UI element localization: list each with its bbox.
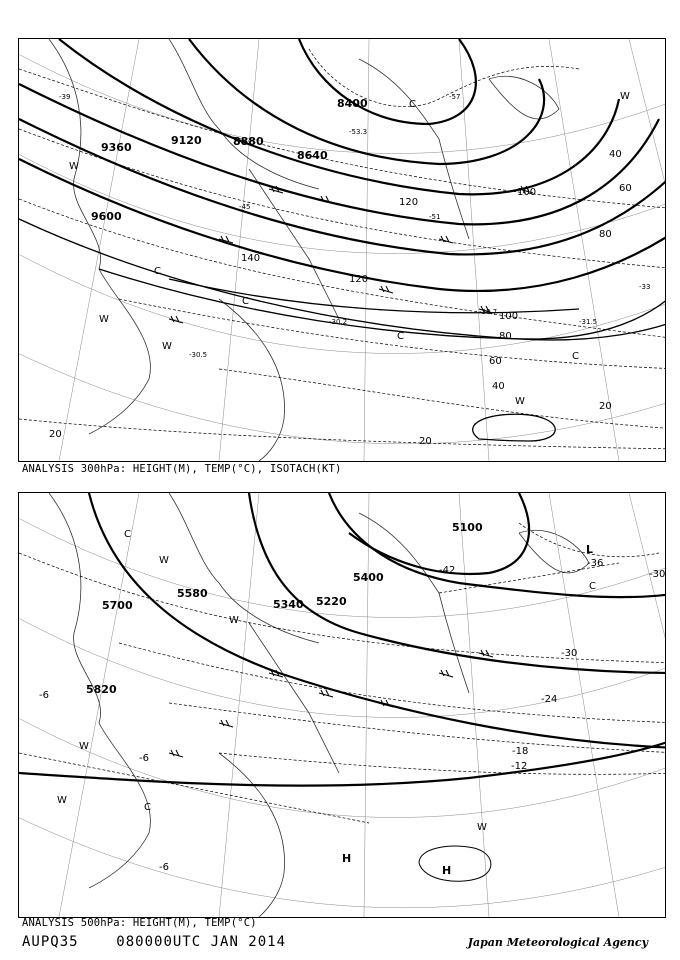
isotach-label: 100 (499, 311, 519, 322)
height-label: 5220 (316, 595, 347, 608)
isotach-label: 20 (599, 401, 612, 412)
height-labels (86, 521, 483, 696)
valid-time: 080000UTC JAN 2014 (116, 934, 287, 950)
wc-markers (57, 529, 596, 833)
isotach-label: 60 (489, 356, 502, 367)
cold-marker: C (124, 529, 131, 540)
cold-marker: C (572, 351, 579, 362)
temp-label: -45 (239, 203, 251, 211)
isotach-label: 140 (241, 253, 261, 264)
temp-label: -12 (511, 761, 528, 772)
map-500hpa-svg (19, 493, 665, 917)
temp-label: -42 (439, 565, 456, 576)
warm-marker: W (515, 396, 525, 407)
height-label: 9600 (91, 210, 122, 223)
temp-label: -39 (59, 93, 71, 101)
temp-labels (39, 558, 665, 873)
cold-marker: C (242, 296, 249, 307)
isotach-label: 60 (619, 183, 632, 194)
agency-name: Japan Meteorological Agency (467, 936, 648, 949)
isotach-labels (49, 149, 632, 447)
temp-label: -53.3 (349, 128, 368, 136)
height-label: 9360 (101, 141, 132, 154)
height-label: 5580 (177, 587, 208, 600)
isotach-label: 20 (419, 436, 432, 447)
temp-label: -30.2 (329, 318, 348, 326)
warm-marker: W (229, 615, 239, 626)
temp-label: -33 (639, 283, 651, 291)
isotach-label: 40 (609, 149, 622, 160)
isotach-label: 100 (517, 187, 537, 198)
warm-marker: W (162, 341, 172, 352)
temp-label: -51 (429, 213, 441, 221)
warm-marker: W (159, 555, 169, 566)
isotach-label: 120 (349, 274, 369, 285)
height-contours (19, 39, 665, 291)
isotach-contours (19, 219, 665, 441)
warm-marker: W (79, 741, 89, 752)
warm-marker: W (69, 161, 79, 172)
height-label: 5400 (353, 571, 384, 584)
height-label: 9120 (171, 134, 202, 147)
height-label: 5340 (273, 598, 304, 611)
wind-barbs (169, 650, 493, 757)
low-marker: L (586, 543, 594, 556)
chart-identifier (22, 934, 286, 950)
warm-marker: W (99, 314, 109, 325)
isotach-label: 80 (599, 229, 612, 240)
temp-label: -36 (587, 558, 604, 569)
map-300hpa-panel (18, 38, 666, 462)
isotach-label: 40 (492, 381, 505, 392)
height-label: 5700 (102, 599, 133, 612)
isotach-label: 80 (499, 331, 512, 342)
high-center-ring (419, 846, 491, 881)
height-label: 5820 (86, 683, 117, 696)
coastlines (49, 493, 589, 917)
caption-500hpa: ANALYSIS 500hPa: HEIGHT(M), TEMP(°C) (22, 917, 257, 929)
temp-label: -6 (159, 862, 169, 873)
map-500hpa-panel (18, 492, 666, 918)
wc-markers (69, 91, 630, 407)
temp-label: -30 (649, 569, 665, 580)
temp-label: -18 (512, 746, 529, 757)
cold-marker: C (409, 99, 416, 110)
temp-label: -30.7 (479, 308, 498, 316)
warm-marker: W (620, 91, 630, 102)
caption-300hpa: ANALYSIS 300hPa: HEIGHT(M), TEMP(°C), ISOTACH(KT) (22, 463, 342, 475)
high-marker: H (342, 852, 352, 865)
temp-label: -24 (541, 694, 558, 705)
isotach-label: 20 (49, 429, 62, 440)
temp-label: -30 (561, 648, 578, 659)
height-contours (19, 493, 665, 786)
high-marker: H (442, 864, 452, 877)
isotach-label: 120 (399, 197, 419, 208)
cold-marker: C (589, 581, 596, 592)
height-label: 8880 (233, 135, 264, 148)
cold-marker: C (397, 331, 404, 342)
chart-code: AUPQ35 (22, 934, 79, 950)
temp-label: -31.5 (579, 318, 598, 326)
temp-label: -30.5 (189, 351, 208, 359)
temp-label: -6 (139, 753, 149, 764)
height-label: 5100 (452, 521, 483, 534)
height-label: 8640 (297, 149, 328, 162)
warm-marker: W (477, 822, 487, 833)
cold-marker: C (144, 802, 151, 813)
map-300hpa-svg (19, 39, 665, 461)
coastlines (49, 39, 559, 461)
temp-label: -6 (39, 690, 49, 701)
cold-marker: C (154, 266, 161, 277)
warm-marker: W (57, 795, 67, 806)
height-label: 8400 (337, 97, 368, 110)
height-labels (91, 97, 368, 223)
temp-label: -57 (449, 93, 461, 101)
